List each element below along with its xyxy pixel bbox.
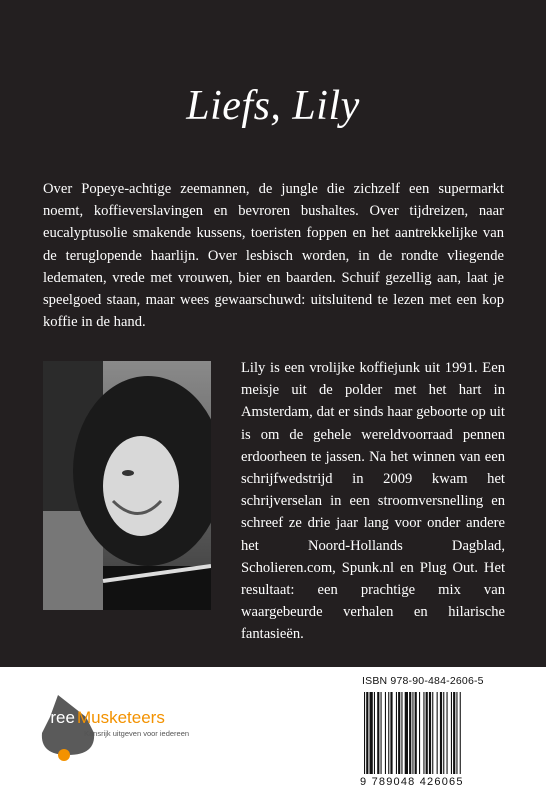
book-title: Liefs, Lily (186, 83, 360, 129)
publisher-name-free: Free (40, 708, 75, 727)
publisher-name (40, 708, 165, 728)
back-cover-footer (0, 667, 546, 800)
author-bio: Lily is een vrolijke koffiejunk uit 1991. Een meisje uit de polder met het hart in Amsterdam, dat er sinds haar geboorte op uit is om de gehele wereldvoorraad pennen erdoorheen te jassen. Na het winnen van een schrijfwedstrijd in 2009 kwam het schrijverselan in een stroomversnelling en schreef ze drie jaar lang voor onder andere het Noord-Hollands Dagblad, Scholieren.com, Spunk.nl en Plug Out. Het resultaat: een prachtige mix van waargebeurde verhalen en hilarische fantasieën. (241, 360, 505, 643)
book-blurb: Over Popeye-achtige zeemannen, de jungle die zichzelf een supermarkt noemt, koffieverslavingen en bevroren bushaltes. Over tijdreizen, naar eucalyptusolie smakende kussens, toeristen foppen en het aantrekkelijke van de teruglopende haarlijn. Over lesbisch worden, in de rondte vliegende ledematen, vrede met vrouwen, bier en baarden. Schuif gezellig aan, laat je speelgoed staan, maar wees gewaarschuwd: uitsluitend te lezen met een kop koffie in de hand. (43, 181, 504, 331)
barcode-digits: 9 789048 426065 (360, 776, 464, 788)
author-photo-image (43, 361, 211, 610)
isbn-label: ISBN 978-90-484-2606-5 (362, 675, 484, 687)
publisher-name-musketeers: Musketeers (76, 708, 165, 727)
isbn-barcode (360, 672, 508, 792)
barcode-bars (360, 692, 508, 776)
publisher-tagline: Kansrijk uitgeven voor iedereen (84, 729, 190, 738)
author-photo (43, 361, 211, 610)
